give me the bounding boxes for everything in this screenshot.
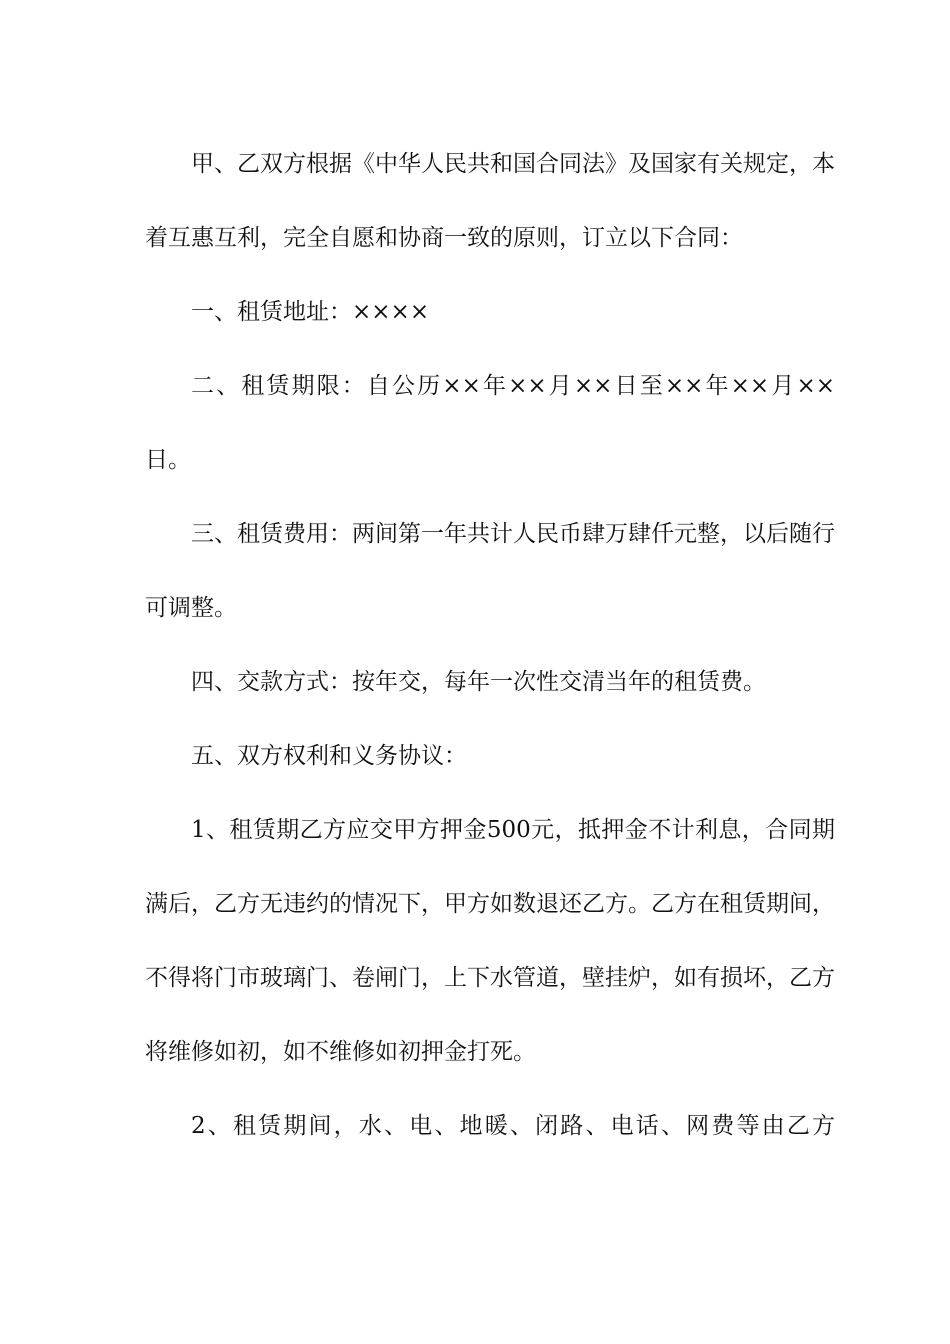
contract-body [145,127,835,1163]
paragraph-preamble: 甲、乙双方根据《中华人民共和国合同法》及国家有关规定，本着互惠互利，完全自愿和协商一致的原则，订立以下合同： [145,151,835,251]
paragraph-payment-method: 四、交款方式：按年交，每年一次性交清当年的租赁费。 [191,669,766,695]
paragraph-rights-obligations-heading: 五、双方权利和义务协议： [191,743,467,769]
paragraph-lease-address: 一、租赁地址：×××× [191,299,430,325]
paragraph-clause-1: 1、租赁期乙方应交甲方押金500元，抵押金不计利息，合同期满后，乙方无违约的情况下，甲方如数退还乙方。乙方在租赁期间，不得将门市玻璃门、卷闸门，上下水管道，壁挂炉，如有损坏，乙方将维修如初，如不维修如初押金打死。 [145,817,835,1065]
paragraph-lease-term: 二、租赁期限：自公历××年××月××日至××年××月××日。 [145,373,835,473]
paragraph-clause-2: 2、租赁期间，水、电、地暖、闭路、电话、网费等由乙方 [191,1113,835,1139]
paragraph-lease-fee: 三、租赁费用：两间第一年共计人民币肆万肆仟元整，以后随行可调整。 [145,521,835,621]
